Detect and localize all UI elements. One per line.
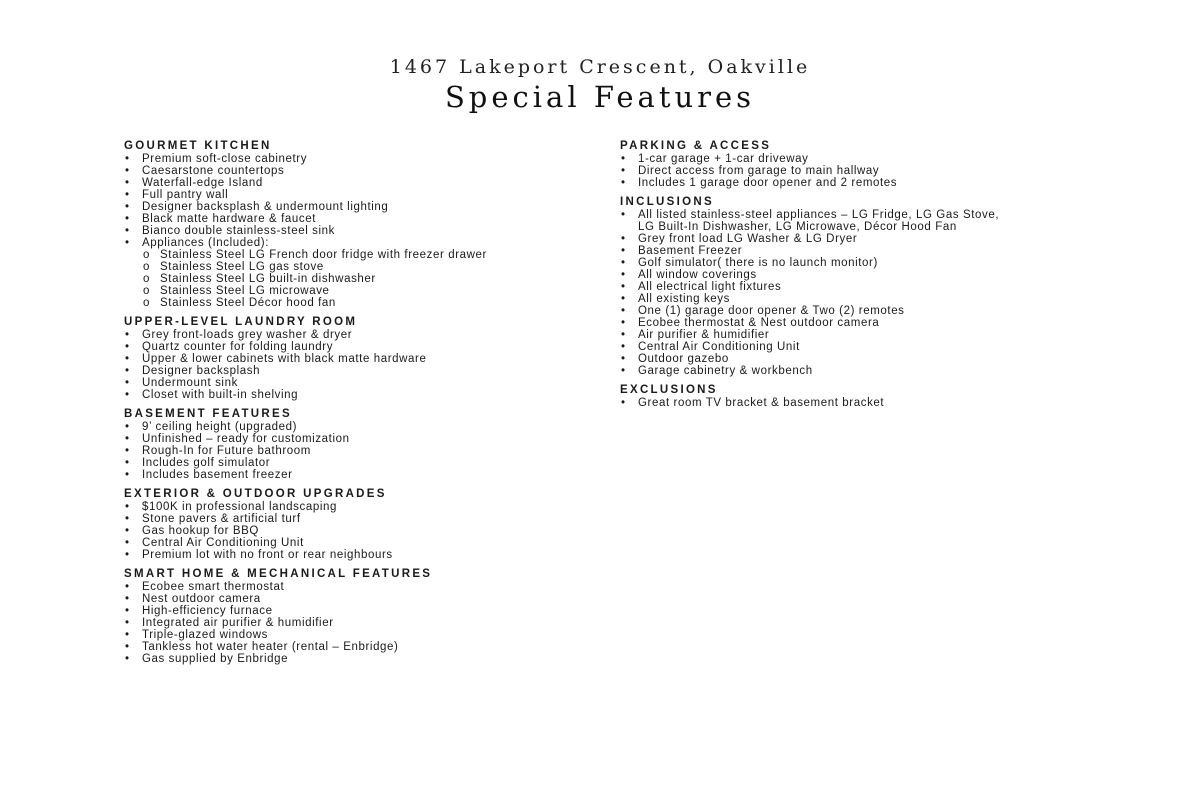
item-text: Grey front load LG Washer & LG Dryer bbox=[638, 233, 858, 245]
list-item bbox=[620, 353, 1090, 365]
section-title: BASEMENT FEATURES bbox=[124, 408, 292, 420]
bullet-icon: • bbox=[125, 513, 130, 525]
section-title: SMART HOME & MECHANICAL FEATURES bbox=[124, 568, 433, 580]
bullet-icon: • bbox=[621, 233, 626, 245]
section-exterior-outdoor bbox=[124, 487, 594, 561]
list-item bbox=[620, 397, 1090, 409]
sublist-item bbox=[124, 273, 594, 285]
section-title: UPPER-LEVEL LAUNDRY ROOM bbox=[124, 316, 358, 328]
list-item bbox=[124, 329, 594, 341]
circle-bullet-icon: o bbox=[143, 285, 150, 297]
item-text: Tankless hot water heater (rental – Enbridge) bbox=[142, 641, 399, 653]
bullet-icon: • bbox=[621, 257, 626, 269]
bullet-list bbox=[124, 421, 594, 481]
bullet-icon: • bbox=[621, 153, 626, 165]
circle-bullet-icon: o bbox=[143, 297, 150, 309]
circle-bullet-icon: o bbox=[143, 273, 150, 285]
section-parking-access bbox=[620, 139, 1090, 189]
left-column bbox=[124, 139, 594, 671]
item-text: Gas hookup for BBQ bbox=[142, 525, 259, 537]
list-item bbox=[124, 353, 594, 365]
bullet-icon: • bbox=[621, 245, 626, 257]
item-text: High-efficiency furnace bbox=[142, 605, 273, 617]
bullet-icon: • bbox=[125, 525, 130, 537]
list-item bbox=[124, 641, 594, 653]
list-item bbox=[620, 305, 1090, 317]
item-text: 9’ ceiling height (upgraded) bbox=[142, 421, 298, 433]
bullet-icon: • bbox=[125, 617, 130, 629]
list-item bbox=[124, 165, 594, 177]
list-item bbox=[620, 269, 1090, 281]
bullet-icon: • bbox=[621, 305, 626, 317]
list-item bbox=[124, 537, 594, 549]
item-text: All window coverings bbox=[638, 269, 757, 281]
bullet-icon: • bbox=[621, 177, 626, 189]
bullet-icon: • bbox=[621, 341, 626, 353]
list-item bbox=[620, 165, 1090, 177]
bullet-icon: • bbox=[621, 365, 626, 377]
item-text: 1-car garage + 1-car driveway bbox=[638, 153, 809, 165]
bullet-icon: • bbox=[125, 445, 130, 457]
section-inclusions bbox=[620, 195, 1090, 377]
item-text: Garage cabinetry & workbench bbox=[638, 365, 813, 377]
bullet-icon: • bbox=[125, 213, 130, 225]
list-item bbox=[620, 245, 1090, 257]
list-item bbox=[620, 257, 1090, 269]
bullet-icon: • bbox=[125, 365, 130, 377]
item-text: Bianco double stainless-steel sink bbox=[142, 225, 335, 237]
item-text: Great room TV bracket & basement bracket bbox=[638, 397, 885, 409]
list-item bbox=[124, 445, 594, 457]
item-text: Closet with built-in shelving bbox=[142, 389, 299, 401]
property-address: 1467 Lakeport Crescent, Oakville bbox=[389, 56, 811, 78]
list-item bbox=[124, 457, 594, 469]
list-item bbox=[620, 233, 1090, 245]
bullet-icon: • bbox=[125, 605, 130, 617]
appliance-sublist bbox=[124, 249, 594, 309]
list-item bbox=[124, 377, 594, 389]
section-title: INCLUSIONS bbox=[620, 196, 714, 208]
bullet-icon: • bbox=[125, 201, 130, 213]
item-text: Appliances (Included): bbox=[142, 237, 269, 249]
list-item bbox=[124, 177, 594, 189]
bullet-list bbox=[620, 153, 1090, 189]
list-item bbox=[124, 549, 594, 561]
item-text: Stainless Steel LG built-in dishwasher bbox=[160, 273, 376, 285]
bullet-list bbox=[124, 581, 594, 665]
bullet-icon: • bbox=[125, 389, 130, 401]
list-item bbox=[620, 209, 1090, 233]
list-item bbox=[124, 581, 594, 593]
item-text: Includes basement freezer bbox=[142, 469, 293, 481]
list-item bbox=[124, 433, 594, 445]
section-smart-home bbox=[124, 567, 594, 665]
item-text: Quartz counter for folding laundry bbox=[142, 341, 334, 353]
bullet-icon: • bbox=[125, 641, 130, 653]
list-item bbox=[124, 629, 594, 641]
bullet-list bbox=[620, 397, 1090, 409]
bullet-icon: • bbox=[125, 377, 130, 389]
list-item bbox=[620, 281, 1090, 293]
item-text: Rough-In for Future bathroom bbox=[142, 445, 311, 457]
bullet-icon: • bbox=[125, 549, 130, 561]
item-text: Air purifier & humidifier bbox=[638, 329, 770, 341]
list-item bbox=[124, 365, 594, 377]
section-title: PARKING & ACCESS bbox=[620, 140, 772, 152]
bullet-icon: • bbox=[125, 501, 130, 513]
bullet-icon: • bbox=[125, 433, 130, 445]
bullet-list bbox=[124, 153, 594, 249]
item-text: Designer backsplash bbox=[142, 365, 261, 377]
section-title: GOURMET KITCHEN bbox=[124, 140, 272, 152]
bullet-list bbox=[620, 233, 1090, 377]
item-text: All existing keys bbox=[638, 293, 731, 305]
list-item bbox=[620, 177, 1090, 189]
bullet-icon: • bbox=[125, 177, 130, 189]
item-text: Undermount sink bbox=[142, 377, 238, 389]
section-upper-level-laundry bbox=[124, 315, 594, 401]
item-text: Includes 1 garage door opener and 2 remotes bbox=[638, 177, 898, 189]
item-text: Outdoor gazebo bbox=[638, 353, 729, 365]
item-text: Basement Freezer bbox=[638, 245, 743, 257]
item-text: Premium soft-close cabinetry bbox=[142, 153, 308, 165]
list-item bbox=[124, 653, 594, 665]
list-item bbox=[620, 329, 1090, 341]
right-column bbox=[620, 139, 1090, 415]
list-item bbox=[124, 593, 594, 605]
item-text: All electrical light fixtures bbox=[638, 281, 782, 293]
list-item bbox=[124, 605, 594, 617]
bullet-icon: • bbox=[125, 237, 130, 249]
item-text: Unfinished – ready for customization bbox=[142, 433, 350, 445]
item-text: Premium lot with no front or rear neighbours bbox=[142, 549, 393, 561]
item-text: Waterfall-edge Island bbox=[142, 177, 263, 189]
bullet-icon: • bbox=[125, 629, 130, 641]
bullet-icon: • bbox=[125, 353, 130, 365]
item-text: Integrated air purifier & humidifier bbox=[142, 617, 334, 629]
list-item bbox=[124, 237, 594, 249]
section-gourmet-kitchen bbox=[124, 139, 594, 309]
list-item bbox=[124, 389, 594, 401]
list-item bbox=[124, 421, 594, 433]
list-item bbox=[124, 213, 594, 225]
bullet-icon: • bbox=[125, 189, 130, 201]
bullet-icon: • bbox=[621, 209, 626, 221]
bullet-icon: • bbox=[621, 165, 626, 177]
item-text: Full pantry wall bbox=[142, 189, 229, 201]
item-text: Ecobee smart thermostat bbox=[142, 581, 285, 593]
bullet-icon: • bbox=[621, 281, 626, 293]
item-text: Nest outdoor camera bbox=[142, 593, 261, 605]
item-text: All listed stainless-steel appliances – LG Fridge, LG Gas Stove, bbox=[638, 209, 1000, 221]
item-text: Triple-glazed windows bbox=[142, 629, 268, 641]
item-text: Designer backsplash & undermount lighting bbox=[142, 201, 389, 213]
section-title: EXCLUSIONS bbox=[620, 384, 718, 396]
inclusions-list bbox=[620, 209, 1090, 233]
item-text: Stainless Steel LG gas stove bbox=[160, 261, 324, 273]
sublist-item bbox=[124, 261, 594, 273]
item-text: Golf simulator( there is no launch monitor) bbox=[638, 257, 878, 269]
item-text: Ecobee thermostat & Nest outdoor camera bbox=[638, 317, 880, 329]
list-item bbox=[620, 365, 1090, 377]
sublist-item bbox=[124, 297, 594, 309]
sublist-item bbox=[124, 249, 594, 261]
list-item bbox=[124, 341, 594, 353]
section-exclusions bbox=[620, 383, 1090, 409]
list-item bbox=[124, 201, 594, 213]
bullet-icon: • bbox=[621, 329, 626, 341]
item-text: Stainless Steel Décor hood fan bbox=[160, 297, 336, 309]
list-item bbox=[124, 153, 594, 165]
item-text: Stainless Steel LG French door fridge with freezer drawer bbox=[160, 249, 487, 261]
item-text: $100K in professional landscaping bbox=[142, 501, 337, 513]
item-text: Stone pavers & artificial turf bbox=[142, 513, 301, 525]
bullet-icon: • bbox=[125, 225, 130, 237]
bullet-icon: • bbox=[125, 421, 130, 433]
item-text: Stainless Steel LG microwave bbox=[160, 285, 330, 297]
item-text: Gas supplied by Enbridge bbox=[142, 653, 289, 665]
bullet-icon: • bbox=[125, 329, 130, 341]
bullet-icon: • bbox=[125, 653, 130, 665]
bullet-icon: • bbox=[125, 341, 130, 353]
bullet-list bbox=[124, 501, 594, 561]
bullet-icon: • bbox=[621, 397, 626, 409]
item-text: Black matte hardware & faucet bbox=[142, 213, 317, 225]
item-text: Caesarstone countertops bbox=[142, 165, 285, 177]
bullet-icon: • bbox=[621, 317, 626, 329]
bullet-icon: • bbox=[621, 293, 626, 305]
list-item bbox=[124, 513, 594, 525]
item-text: Central Air Conditioning Unit bbox=[142, 537, 304, 549]
list-item bbox=[124, 189, 594, 201]
list-item bbox=[124, 501, 594, 513]
section-title: EXTERIOR & OUTDOOR UPGRADES bbox=[124, 488, 387, 500]
circle-bullet-icon: o bbox=[143, 261, 150, 273]
bullet-icon: • bbox=[125, 153, 130, 165]
bullet-icon: • bbox=[125, 581, 130, 593]
sublist-item bbox=[124, 285, 594, 297]
list-item bbox=[124, 225, 594, 237]
list-item bbox=[620, 293, 1090, 305]
list-item bbox=[620, 317, 1090, 329]
bullet-icon: • bbox=[125, 593, 130, 605]
circle-bullet-icon: o bbox=[143, 249, 150, 261]
item-text: Grey front-loads grey washer & dryer bbox=[142, 329, 353, 341]
section-basement-features bbox=[124, 407, 594, 481]
list-item bbox=[124, 617, 594, 629]
bullet-icon: • bbox=[125, 469, 130, 481]
bullet-icon: • bbox=[125, 537, 130, 549]
item-text: Includes golf simulator bbox=[142, 457, 271, 469]
bullet-icon: • bbox=[125, 457, 130, 469]
item-text: Upper & lower cabinets with black matte hardware bbox=[142, 353, 427, 365]
item-text: One (1) garage door opener & Two (2) remotes bbox=[638, 305, 905, 317]
page-heading: Special Features bbox=[444, 80, 756, 114]
title-block bbox=[0, 54, 1200, 114]
list-item bbox=[124, 469, 594, 481]
bullet-icon: • bbox=[621, 269, 626, 281]
item-text-continued: LG Built-In Dishwasher, LG Microwave, Décor Hood Fan bbox=[638, 221, 957, 233]
bullet-icon: • bbox=[125, 165, 130, 177]
bullet-list bbox=[124, 329, 594, 401]
list-item bbox=[124, 525, 594, 537]
item-text: Central Air Conditioning Unit bbox=[638, 341, 800, 353]
bullet-icon: • bbox=[621, 353, 626, 365]
list-item bbox=[620, 341, 1090, 353]
item-text: Direct access from garage to main hallway bbox=[638, 165, 880, 177]
list-item bbox=[620, 153, 1090, 165]
